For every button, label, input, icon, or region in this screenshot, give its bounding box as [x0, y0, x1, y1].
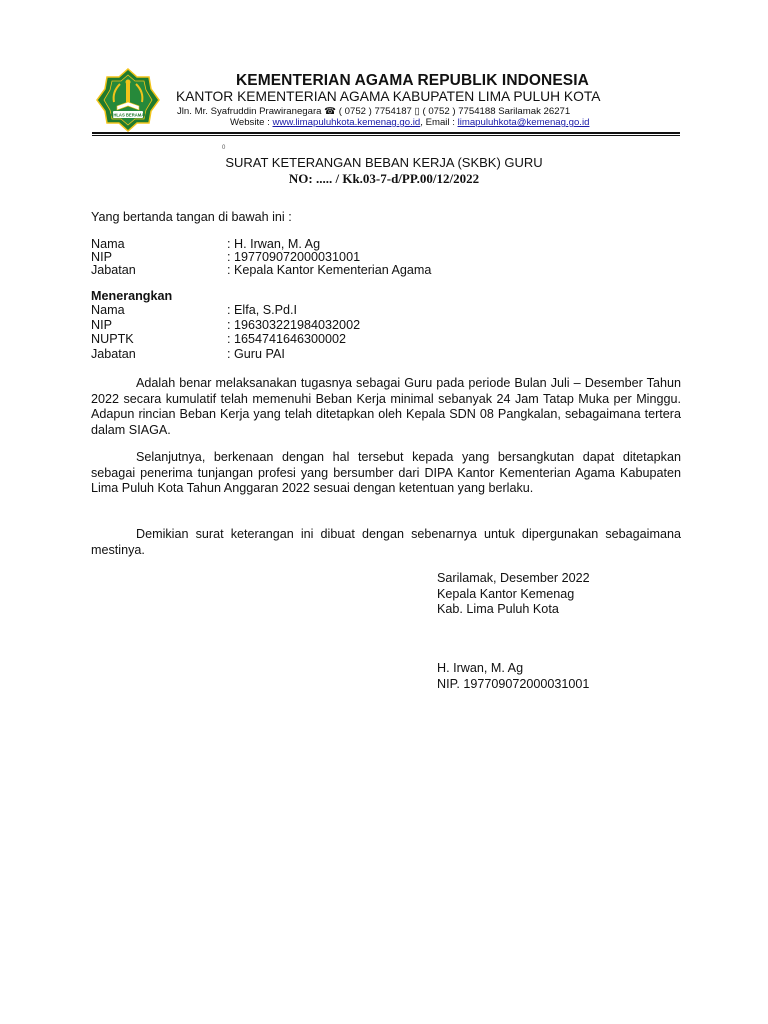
header-rule-thick — [92, 132, 680, 134]
signatory-nip-label: NIP — [91, 250, 112, 264]
subject-nip-label: NIP — [91, 318, 112, 332]
subject-nip-value: : 196303221984032002 — [227, 318, 361, 332]
ministry-name: KEMENTERIAN AGAMA REPUBLIK INDONESIA — [236, 72, 589, 89]
closing-position: Kepala Kantor Kemenag — [437, 587, 575, 601]
signatory-position-label: Jabatan — [91, 263, 136, 277]
email-link[interactable]: limapuluhkota@kemenag.go.id — [457, 117, 590, 128]
stray-mark: 0 — [222, 145, 226, 151]
signatory-name-value: : H. Irwan, M. Ag — [227, 237, 321, 251]
explains-heading: Menerangkan — [91, 289, 173, 303]
closing-name: H. Irwan, M. Ag — [437, 661, 524, 675]
contact-line — [230, 117, 589, 128]
document-number: NO: ..... / Kk.03-7-d/PP.00/12/2022 — [288, 171, 480, 186]
subject-name-label: Nama — [91, 303, 125, 317]
intro-text: Yang bertanda tangan di bawah ini : — [91, 210, 292, 224]
closing-region: Kab. Lima Puluh Kota — [437, 602, 559, 616]
closing-nip: NIP. 197709072000031001 — [437, 677, 590, 691]
signatory-position-value: : Kepala Kantor Kementerian Agama — [227, 263, 432, 277]
subject-position-label: Jabatan — [91, 347, 136, 361]
body-paragraph-2: Selanjutnya, berkenaan dengan hal tersebut kepada yang bersangkutan dapat ditetapkan sebagai penerima tunjangan profesi yang bersumber dari DIPA Kantor Kementerian Agama Kabupaten Lima Puluh Kota Tahun Anggaran 2022 sesuai dengan ketentuan yang berlaku. — [91, 450, 681, 496]
signatory-name-label: Nama — [91, 237, 125, 251]
office-address: Jln. Mr. Syafruddin Prawiranegara ☎ ( 0752 ) 7754187 ▯ ( 0752 ) 7754188 Sarilamak 26271 — [177, 106, 571, 117]
logo-motto: IKHLAS BERAMAL — [109, 112, 147, 118]
website-label: Website : — [230, 117, 270, 128]
subject-nuptk-value: : 1654741646300002 — [227, 332, 347, 346]
document-title: SURAT KETERANGAN BEBAN KERJA (SKBK) GURU — [225, 155, 543, 170]
email-label: , Email : — [420, 117, 455, 128]
subject-name-value: : Elfa, S.Pd.I — [227, 303, 297, 317]
signatory-nip-value: : 197709072000031001 — [227, 250, 361, 264]
office-name: KANTOR KEMENTERIAN AGAMA KABUPATEN LIMA PULUH KOTA — [176, 89, 601, 104]
body-paragraph-1: Adalah benar melaksanakan tugasnya sebagai Guru pada periode Bulan Juli – Desember Tahun 2022 secara kumulatif telah memenuhi Beban Kerja minimal sebanyak 24 Jam Tatap Muka per Minggu. Adapun rincian Beban Kerja yang telah ditetapkan oleh Kepala SDN 08 Pangkalan, sebagaimana tertera dalam SIAGA. — [91, 376, 681, 438]
website-link[interactable]: www.limapuluhkota.kemenag.go.id — [272, 117, 421, 128]
body-paragraph-3: Demikian surat keterangan ini dibuat dengan sebenarnya untuk dipergunakan sebagaimana mestinya. — [91, 527, 681, 557]
closing-place-date: Sarilamak, Desember 2022 — [437, 571, 590, 585]
subject-position-value: : Guru PAI — [227, 347, 285, 361]
kemenag-logo — [96, 68, 160, 132]
subject-nuptk-label: NUPTK — [91, 332, 134, 346]
header-rule-thin — [92, 135, 680, 136]
